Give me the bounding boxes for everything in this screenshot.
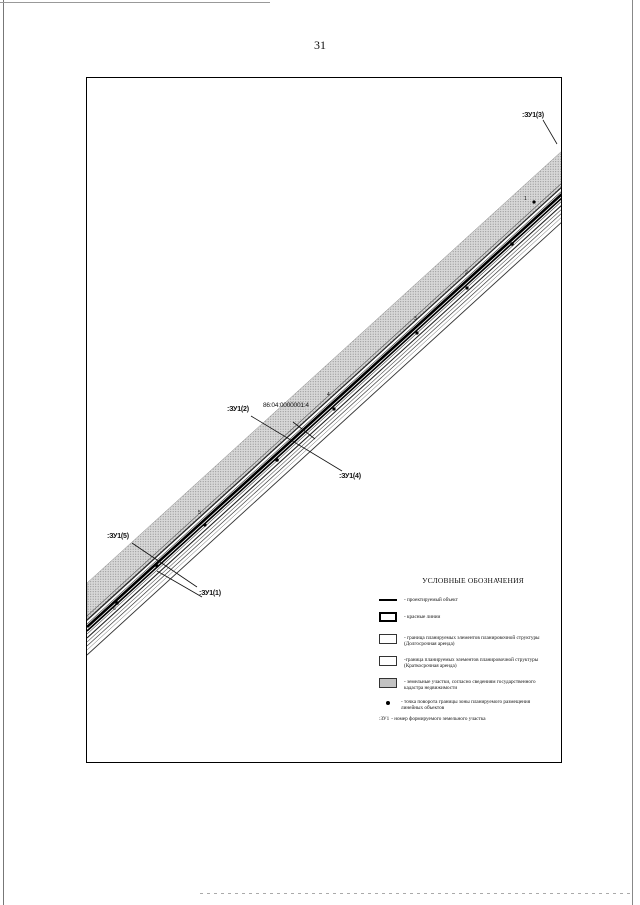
plot-label-zu1-1: :ЗУ1(1) bbox=[199, 590, 221, 597]
point-number: 6 bbox=[113, 606, 116, 612]
legend-item-cadastral-plots bbox=[379, 678, 559, 698]
plot-label-zu1-5: :ЗУ1(5) bbox=[107, 533, 129, 540]
legend-note-key: :ЗУ1 bbox=[379, 716, 390, 722]
point-number: 3 bbox=[414, 316, 417, 322]
dotted-fill-icon bbox=[379, 678, 397, 688]
legend-item-text: - проектируемый объект bbox=[404, 597, 458, 603]
legend-item-red-lines bbox=[379, 612, 559, 634]
point-number: 1 bbox=[524, 196, 527, 202]
page-edge-right bbox=[632, 0, 633, 905]
legend-item-text: - граница планируемых элементов планировочной структуры (Долгосрочная аренда) bbox=[404, 635, 540, 647]
plot-label-zu1-4: :ЗУ1(4) bbox=[339, 473, 361, 480]
legend-item-text: - земельные участки, согласно сведениям государственного кадастра недвижимости bbox=[404, 679, 536, 691]
point-number: 5 bbox=[198, 510, 201, 516]
bold-rectangle-icon bbox=[379, 612, 397, 622]
map-frame bbox=[86, 77, 562, 763]
legend-item-projected-object bbox=[379, 595, 559, 612]
cadastral-zone bbox=[87, 150, 562, 621]
cadastral-number-label: 86:04:0000001:4 bbox=[263, 402, 309, 409]
white-rectangle-icon bbox=[379, 656, 397, 666]
legend-item-short-term-lease bbox=[379, 656, 559, 678]
dot-icon bbox=[379, 698, 397, 708]
plot-label-zu1-3: :ЗУ1(3) bbox=[522, 112, 544, 119]
legend-title: УСЛОВНЫЕ ОБОЗНАЧЕНИЯ bbox=[422, 576, 524, 585]
thin-rectangle-icon bbox=[379, 634, 397, 644]
plot-label-zu1-2: :ЗУ1(2) bbox=[227, 406, 249, 413]
legend-note bbox=[379, 716, 559, 722]
legend-item-text: - красные линии bbox=[404, 614, 441, 620]
point-number: 4 bbox=[327, 392, 330, 398]
page-edge-left bbox=[3, 0, 4, 905]
page-number: 31 bbox=[314, 38, 326, 52]
thick-line-icon bbox=[379, 595, 397, 605]
scan-noise bbox=[200, 893, 630, 894]
legend-item-text: -граница планируемых элементов планировочной структуры (Краткосрочная аренда) bbox=[404, 657, 539, 669]
legend bbox=[379, 576, 559, 722]
legend-note-text: - номер формируемого земельного участка bbox=[391, 716, 486, 722]
page-edge-top bbox=[0, 2, 270, 3]
legend-item-text: - точка поворота границы зоны планируемого размещения линейных объектов bbox=[401, 699, 531, 711]
legend-item-turning-point bbox=[379, 698, 559, 716]
legend-item-long-term-lease bbox=[379, 634, 559, 656]
point-number: 2 bbox=[465, 270, 468, 276]
